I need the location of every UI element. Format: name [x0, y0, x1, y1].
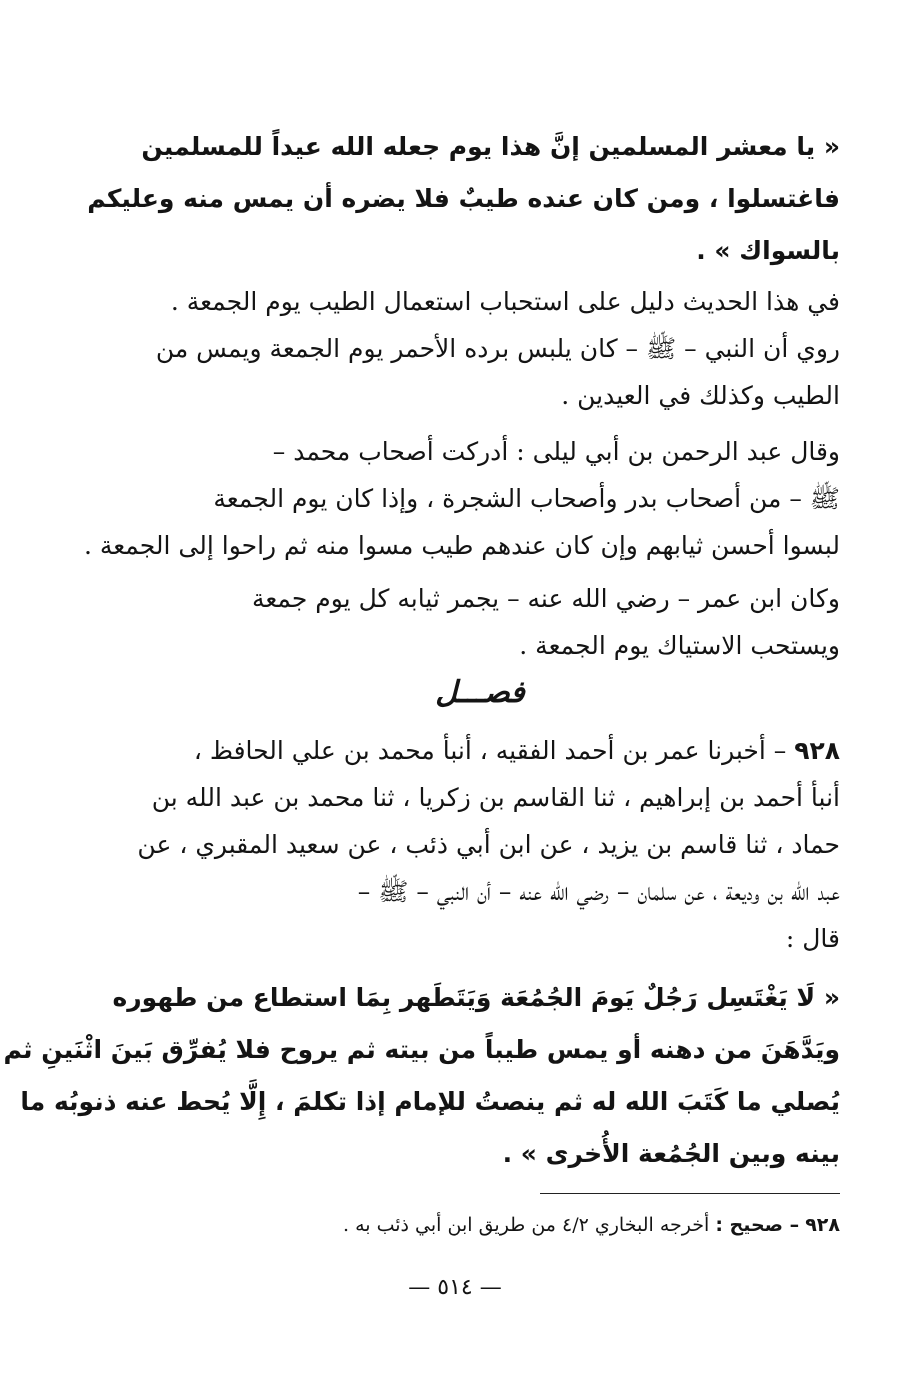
paragraph-line: روي أن النبي – ﷺ – كان يلبس برده الأحمر يوم الجمعة ويمس من: [155, 334, 840, 363]
quote-line: بينه وبين الجُمُعة الأُخرى » .: [502, 1139, 840, 1168]
commentary-paragraph: [140, 575, 840, 669]
quote-line: فاغتسلوا ، ومن كان عنده طيبٌ فلا يضره أن يمس منه وعليكم: [87, 184, 840, 213]
paragraph-line: في هذا الحديث دليل على استحباب استعمال الطيب يوم الجمعة .: [170, 287, 840, 316]
hadith-quote-block: [87, 121, 840, 277]
hadith-chain-paragraph: [137, 727, 840, 962]
hadith-number: ٩٢٨: [794, 736, 840, 765]
footnote-divider: [540, 1193, 840, 1194]
paragraph-line: وقال عبد الرحمن بن أبي ليلى : أدركت أصحاب محمد –: [272, 437, 840, 466]
paragraph-line: وكان ابن عمر – رضي الله عنه – يجمر ثيابه كل يوم جمعة: [251, 584, 840, 613]
footnote-grade: – صحيح :: [715, 1214, 800, 1236]
paragraph-line: ويستحب الاستياك يوم الجمعة .: [519, 631, 840, 660]
paragraph-line: حماد ، ثنا قاسم بن يزيد ، عن ابن أبي ذئب ، عن سعيد المقبري ، عن: [137, 830, 840, 859]
paragraph-line: قال :: [785, 924, 840, 953]
paragraph-line: لبسوا أحسن ثيابهم وإن كان عندهم طيب مسوا منه ثم راحوا إلى الجمعة .: [83, 531, 840, 560]
quote-line: « يا معشر المسلمين إنَّ هذا يوم جعله الله عيداً للمسلمين: [141, 132, 840, 161]
footnote-text: أخرجه البخاري ٤/٢ من طريق ابن أبي ذئب به .: [343, 1214, 710, 1236]
section-heading: فصـــل: [435, 675, 525, 710]
hadith-quote-block: [3, 972, 840, 1180]
page-number: — ٥١٤ —: [408, 1275, 502, 1300]
quote-line: بالسواك » .: [696, 236, 840, 265]
paragraph-line: [140, 727, 840, 774]
commentary-paragraph: [140, 278, 840, 419]
quote-line: ويَدَّهَنَ من دهنه أو يمس طيباً من بيته ثم يروح فلا يُفرِّق بَينَ اثْنَينِ ثم: [3, 1035, 840, 1064]
paragraph-line: الطيب وكذلك في العيدين .: [561, 381, 840, 410]
paragraph-line: عبد الله بن وديعة ، عن سلمان – رضي الله عنه – أن النبي – ﷺ –: [357, 877, 840, 906]
footnote-number: ٩٢٨: [805, 1214, 840, 1236]
paragraph-line: أنبأ أحمد بن إبراهيم ، ثنا القاسم بن زكريا ، ثنا محمد بن عبد الله بن: [151, 783, 840, 812]
quote-line: يُصلي ما كَتَبَ الله له ثم ينصتُ للإمام إذا تكلمَ ، إِلَّا يُحط عنه ذنوبُه ما: [20, 1087, 840, 1116]
footnote: [140, 1205, 840, 1245]
paragraph-line: ﷺ – من أصحاب بدر وأصحاب الشجرة ، وإذا كان يوم الجمعة: [213, 484, 840, 513]
hadith-line-text: – أخبرنا عمر بن أحمد الفقيه ، أنبأ محمد بن علي الحافظ ،: [193, 736, 787, 765]
quote-line: « لَا يَغْتَسِل رَجُلٌ يَومَ الجُمُعَة وَيَتَطَهر بِمَا استطاع من طهوره: [112, 983, 840, 1012]
commentary-paragraph: [83, 428, 840, 569]
